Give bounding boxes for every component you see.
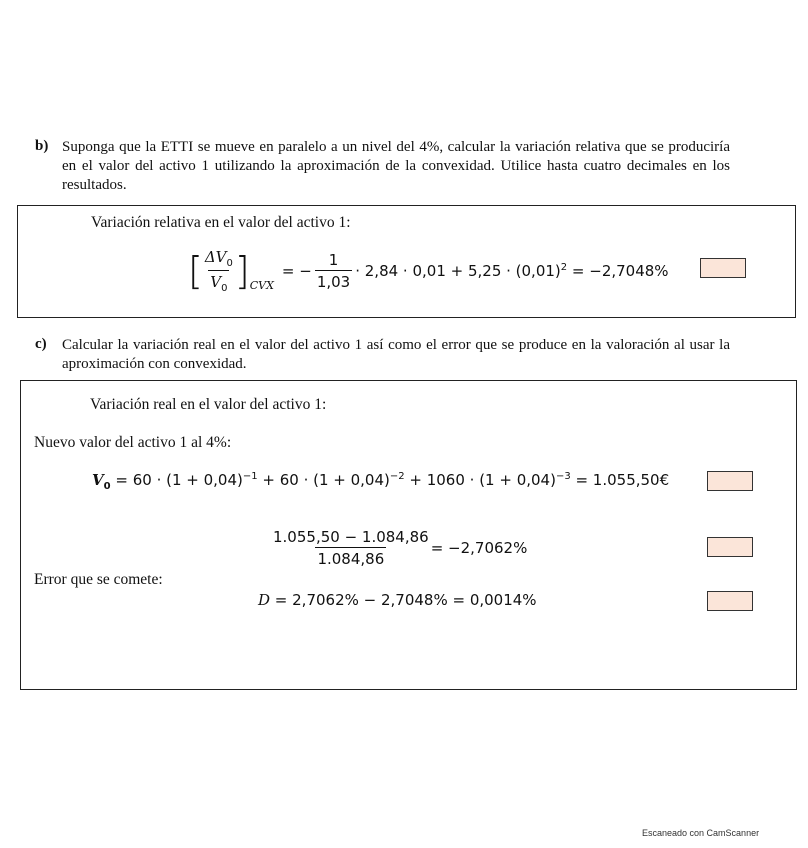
eq-neg: = −	[281, 262, 312, 280]
answer-box-c3	[707, 591, 753, 611]
section-b-label: b)	[35, 138, 49, 154]
error-formula: D = 2,7062% − 2,7048% = 0,0014%	[258, 591, 537, 609]
section-b-box-title: Variación relativa en el valor del activo 1:	[91, 214, 351, 231]
section-b-answer-box	[17, 205, 796, 318]
section-b-question: Suponga que la ETTI se mueve en paralelo a un nivel del 4%, calcular la variación relativa que se produciría en el valor del activo 1 utilizando la aproximación de la convexidad. Utilice hasta cuatro decimales en los resultados.	[62, 139, 730, 193]
one-over-fraction: $\frac{1}{1,03}$	[316, 251, 351, 291]
section-c-label: c)	[35, 336, 47, 352]
scanner-footer: Escaneado con CamScanner	[642, 828, 760, 838]
answer-box-b	[700, 258, 746, 278]
bracket-right: ]	[234, 249, 250, 293]
section-c-question: Calcular la variación real en el valor del activo 1 así como el error que se produce en la valoración al usar la aproximación con convexidad.	[62, 337, 730, 372]
delta-v-fraction: $\frac{\Delta V_0}{V_0}$	[204, 248, 233, 294]
real-variation-ratio	[271, 528, 527, 568]
answer-box-c2	[707, 537, 753, 557]
ratio-result: = −2,7062%	[430, 539, 528, 557]
section-c-answer-box	[20, 380, 797, 690]
bracket-left: [	[188, 249, 203, 293]
section-c-box-title: Variación real en el valor del activo 1:	[90, 396, 327, 413]
relative-variation-formula	[188, 246, 669, 296]
answer-box-c1	[707, 471, 753, 491]
cvx-subscript: CVX	[249, 279, 274, 292]
formula-rest: · $2,84 \cdot 0,01 + 5,25 \cdot (0,01)^2 = -2,7048\%$	[355, 262, 669, 280]
error-label: Error que se comete:	[34, 571, 163, 588]
v0-formula: $V_0 = 60 \cdot (1 + 0,04)^{-1} + 60 \cdot (1 + 0,04)^{-2} + 1060 \cdot (1 + 0,04)^{-3}$ = 1.055,50€	[92, 471, 670, 492]
ratio-fraction: $\frac{1.055,50 - 1.084,86}{1.084,86}$	[273, 528, 429, 568]
new-value-label: Nuevo valor del activo 1 al 4%:	[34, 434, 232, 451]
